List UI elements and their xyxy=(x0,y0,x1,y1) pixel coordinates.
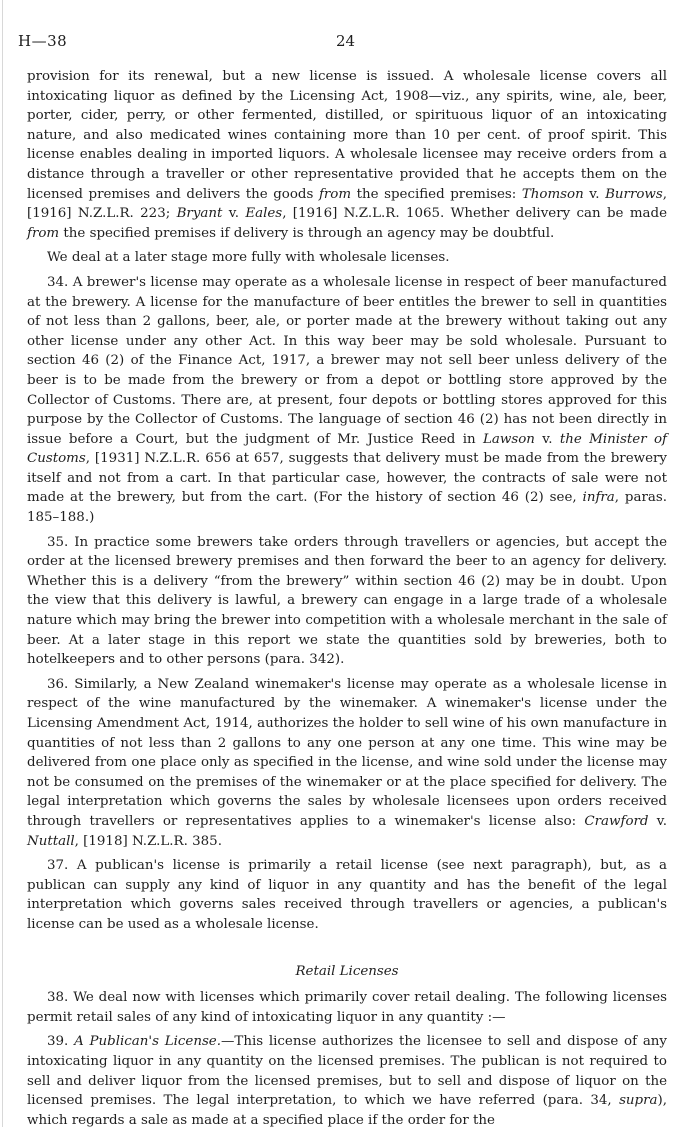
page-header xyxy=(0,32,700,52)
text-run: v. xyxy=(648,813,667,829)
case-name: Crawford xyxy=(584,813,649,829)
text-run: v. xyxy=(583,186,606,202)
case-name: Bryant xyxy=(176,206,223,222)
emphasis: infra xyxy=(582,490,615,506)
page-edge-rule xyxy=(2,0,3,1127)
page-number: 24 xyxy=(336,32,356,50)
text-run: , [1916] N.Z.L.R. 223; xyxy=(27,186,668,222)
paragraph-37 xyxy=(27,856,667,934)
text-run: 34. A brewer's license may operate as a wholesale license in respect of beer manufactured at the brewery. A license for the manufacture of beer entitles the brewer to sell in quantities of not less than 2 gallons, beer, ale, or porter made at the brewery without taking out any other license under any other Act. In this way beer may be sold wholesale. Pursuant to section 46 (2) of the Finance Act, 1917, a brewer may not sell beer unless delivery of the beer is to be made from the brewery or from a depot or bottling store approved by the Collector of Customs. There are, at present, four depots or bottling stores approved for this purpose by the Collector of Customs. The language of section 46 (2) has not been directly in issue before a Court, but the judgment of Mr. Justice Reed in xyxy=(27,274,667,447)
paragraph-35 xyxy=(27,533,667,670)
emphasis: from xyxy=(27,225,60,241)
emphasis: from xyxy=(318,186,352,202)
text-run: 38. We deal now with licenses which primarily cover retail dealing. The following licenses permit retail sales of any kind of intoxicating liquor in any quantity :— xyxy=(27,990,667,1025)
text-run: , [1916] N.Z.L.R. 1065. Whether delivery can be made xyxy=(282,206,668,222)
text-run: We deal at a later stage more fully with wholesale licenses. xyxy=(47,250,450,266)
text-run: 36. Similarly, a New Zealand winemaker's license may operate as a wholesale license in respect of the wine manufactured by the winemaker. A winemaker's license under the Licensing Amendment Act, 1914, authorizes the holder to sell wine of his own manufacture in quantities of not less than 2 gallons to any one person at any one time. This wine may be delivered from one place only as specified in the license, and wine sold under the license may not be consumed on the premises of the winemaker or at the place specified for delivery. The legal interpretation which governs the sales by wholesale licensees upon orders received through travellers or representatives applies to a winemaker's license also: xyxy=(27,676,667,829)
text-run: 37. A publican's license is primarily a retail license (see next paragraph), but, as a publican can supply any kind of liquor in any quantity and has the benefit of the legal interpretation which governs sales received through travellers or agencies, a publican's license can be used as a wholesale license. xyxy=(27,858,667,932)
paragraph-wholesale-note xyxy=(27,248,667,268)
text-run: 35. In practice some brewers take orders through travellers or agencies, but accept the order at the licensed brewery premises and then forward the beer to an agency for delivery. Whether this is a delivery “from the brewery” within section 46 (2) may be in doubt. Upon the view that this delivery is lawful, a brewery can engage in a large trade of a wholesale nature which may bring the brewer into competition with a wholesale merchant in the sale of beer. At a later stage in this report we state the quantities sold by breweries, both to hotelkeepers and to other persons (para. 342). xyxy=(27,534,667,668)
text-run: ), which regards a sale as made at a specified place if the order for the xyxy=(27,1093,667,1128)
body-text xyxy=(27,67,667,1135)
paragraph-number: 39. xyxy=(47,1034,75,1050)
text-run: , [1918] N.Z.L.R. 385. xyxy=(74,833,222,849)
paragraph-34 xyxy=(27,273,667,528)
paragraph-title: A Publican's License. xyxy=(74,1034,221,1050)
text-run: the specified premises: xyxy=(351,186,522,202)
paragraph-36 xyxy=(27,675,667,851)
case-name: Thomson xyxy=(521,186,584,202)
document-reference: H—38 xyxy=(18,32,68,50)
text-run: , paras. 185–188.) xyxy=(27,490,667,526)
case-name: Burrows xyxy=(605,186,663,202)
case-name: the Minister of Customs xyxy=(27,431,667,467)
paragraph-38 xyxy=(27,988,667,1027)
text-run: v. xyxy=(222,206,246,222)
case-name: Nuttall xyxy=(27,833,75,849)
emphasis: supra xyxy=(619,1093,658,1109)
text-run: the specified premises if delivery is through an agency may be doubtful. xyxy=(59,225,555,241)
case-name: Eales xyxy=(245,206,283,222)
paragraph-continuation xyxy=(27,67,667,243)
section-heading: Retail Licenses xyxy=(295,963,399,979)
text-run: —This license authorizes the licensee to sell and dispose of any intoxicating liquor in any quantity on the licensed premises. The publican is not required to sell and deliver liquor from the licensed premises, but to sell and dispose of liquor on the licensed premises. The legal interpretation, to which we have referred (para. 34, xyxy=(27,1034,668,1109)
text-run: , [1931] N.Z.L.R. 656 at 657, suggests that delivery must be made from the brewery itself and not from a cart. In that particular case, however, the contracts of sale were not made at the brewery, but from the cart. (For the history of section 46 (2) see, xyxy=(27,451,667,506)
text-run: v. xyxy=(534,431,560,447)
case-name: Lawson xyxy=(482,431,535,447)
text-run: provision for its renewal, but a new license is issued. A wholesale license covers all intoxicating liquor as defined by the Licensing Act, 1908—viz., any spirits, wine, ale, beer, porter, cider, perry, or other fermented, distilled, or spirituous liquor of an intoxicating nature, and also medicated wines containing more than 10 per cent. of proof spirit. This license enables dealing in imported liquors. A wholesale licensee may receive orders from a distance through a traveller or other representative provided that he accepts them on the licensed premises and delivers the goods xyxy=(27,69,667,202)
paragraph-39 xyxy=(27,1032,667,1130)
